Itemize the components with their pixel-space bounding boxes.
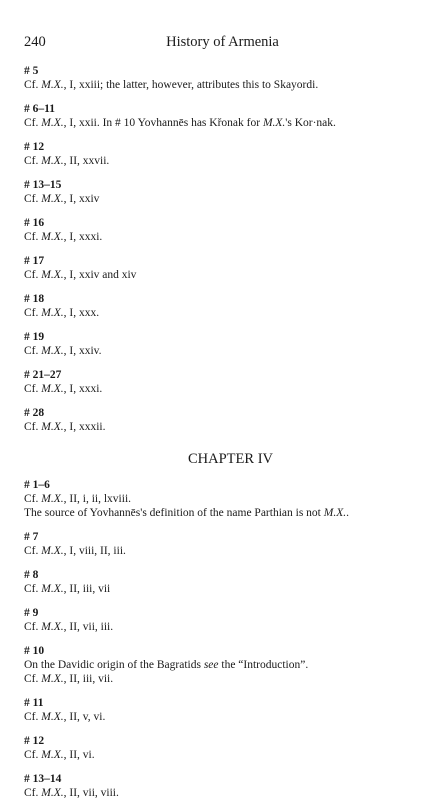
note-heading: # 9: [24, 607, 39, 619]
note-text: Cf. M.X., II, vi.: [24, 749, 95, 761]
note-heading: # 16: [24, 217, 45, 229]
note-heading: # 5: [24, 65, 39, 77]
note-text: Cf. M.X., I, viii, II, iii.: [24, 545, 126, 557]
note-heading: # 10: [24, 645, 45, 657]
note-heading: # 19: [24, 331, 45, 343]
note-entry: [24, 292, 437, 320]
page-number: 240: [24, 34, 46, 50]
note-entry: [24, 330, 437, 358]
note-entry: [24, 406, 437, 434]
note-heading: # 6–11: [24, 103, 55, 115]
note-heading: # 18: [24, 293, 45, 305]
note-entry: [24, 478, 437, 520]
note-heading: # 7: [24, 531, 39, 543]
note-heading: # 21–27: [24, 369, 62, 381]
note-entry: [24, 140, 437, 168]
note-heading: # 13–14: [24, 773, 62, 785]
note-text: Cf. M.X., I, xxxi.: [24, 383, 103, 395]
notes-content: [24, 64, 437, 810]
note-heading: # 12: [24, 735, 45, 747]
note-entry: [24, 696, 437, 724]
note-heading: # 11: [24, 697, 44, 709]
note-heading: # 8: [24, 569, 39, 581]
note-text: Cf. M.X., II, vii, viii.: [24, 787, 119, 799]
note-text: Cf. M.X., I, xxiv and xiv: [24, 269, 137, 281]
note-entry: [24, 530, 437, 558]
note-text: On the Davidic origin of the Bagratids see the “Introduction”.: [24, 659, 309, 671]
note-heading: # 13–15: [24, 179, 62, 191]
chapter-heading: CHAPTER IV: [188, 451, 273, 467]
note-text: Cf. M.X., II, iii, vii.: [24, 673, 114, 685]
note-text: Cf. M.X., II, i, ii, lxviii.: [24, 493, 132, 505]
note-entry: [24, 772, 437, 800]
page-header: [24, 34, 421, 52]
note-heading: # 1–6: [24, 479, 50, 491]
chapter-iv-notes: [24, 478, 437, 800]
note-entry: [24, 216, 437, 244]
note-text: Cf. M.X., I, xxxi.: [24, 231, 103, 243]
note-entry: [24, 178, 437, 206]
note-entry: [24, 568, 437, 596]
note-entry: [24, 368, 437, 396]
note-entry: [24, 644, 437, 686]
note-entry: [24, 64, 437, 92]
note-text: Cf. M.X., II, v, vi.: [24, 711, 106, 723]
note-heading: # 12: [24, 141, 45, 153]
note-entry: [24, 254, 437, 282]
note-entry: [24, 102, 437, 130]
chapter-iii-notes: [24, 64, 437, 434]
note-heading: # 17: [24, 255, 45, 267]
note-text: Cf. M.X., II, vii, iii.: [24, 621, 114, 633]
running-title: History of Armenia: [166, 34, 279, 50]
note-text: Cf. M.X., I, xxx.: [24, 307, 100, 319]
note-text: Cf. M.X., I, xxiv.: [24, 345, 102, 357]
note-text: Cf. M.X., II, xxvii.: [24, 155, 110, 167]
note-entry: [24, 734, 437, 762]
note-text: Cf. M.X., I, xxii. In # 10 Yovhannēs has Křonak for M.X.'s Kor·nak.: [24, 117, 336, 129]
note-heading: # 28: [24, 407, 45, 419]
note-text: Cf. M.X., I, xxxii.: [24, 421, 106, 433]
note-text: Cf. M.X., I, xxiv: [24, 193, 100, 205]
note-text: The source of Yovhannēs's definition of the name Parthian is not M.X..: [24, 507, 349, 519]
note-text: Cf. M.X., II, iii, vii: [24, 583, 111, 595]
note-text: Cf. M.X., I, xxiii; the latter, however, attributes this to Skayordi.: [24, 79, 319, 91]
note-entry: [24, 606, 437, 634]
